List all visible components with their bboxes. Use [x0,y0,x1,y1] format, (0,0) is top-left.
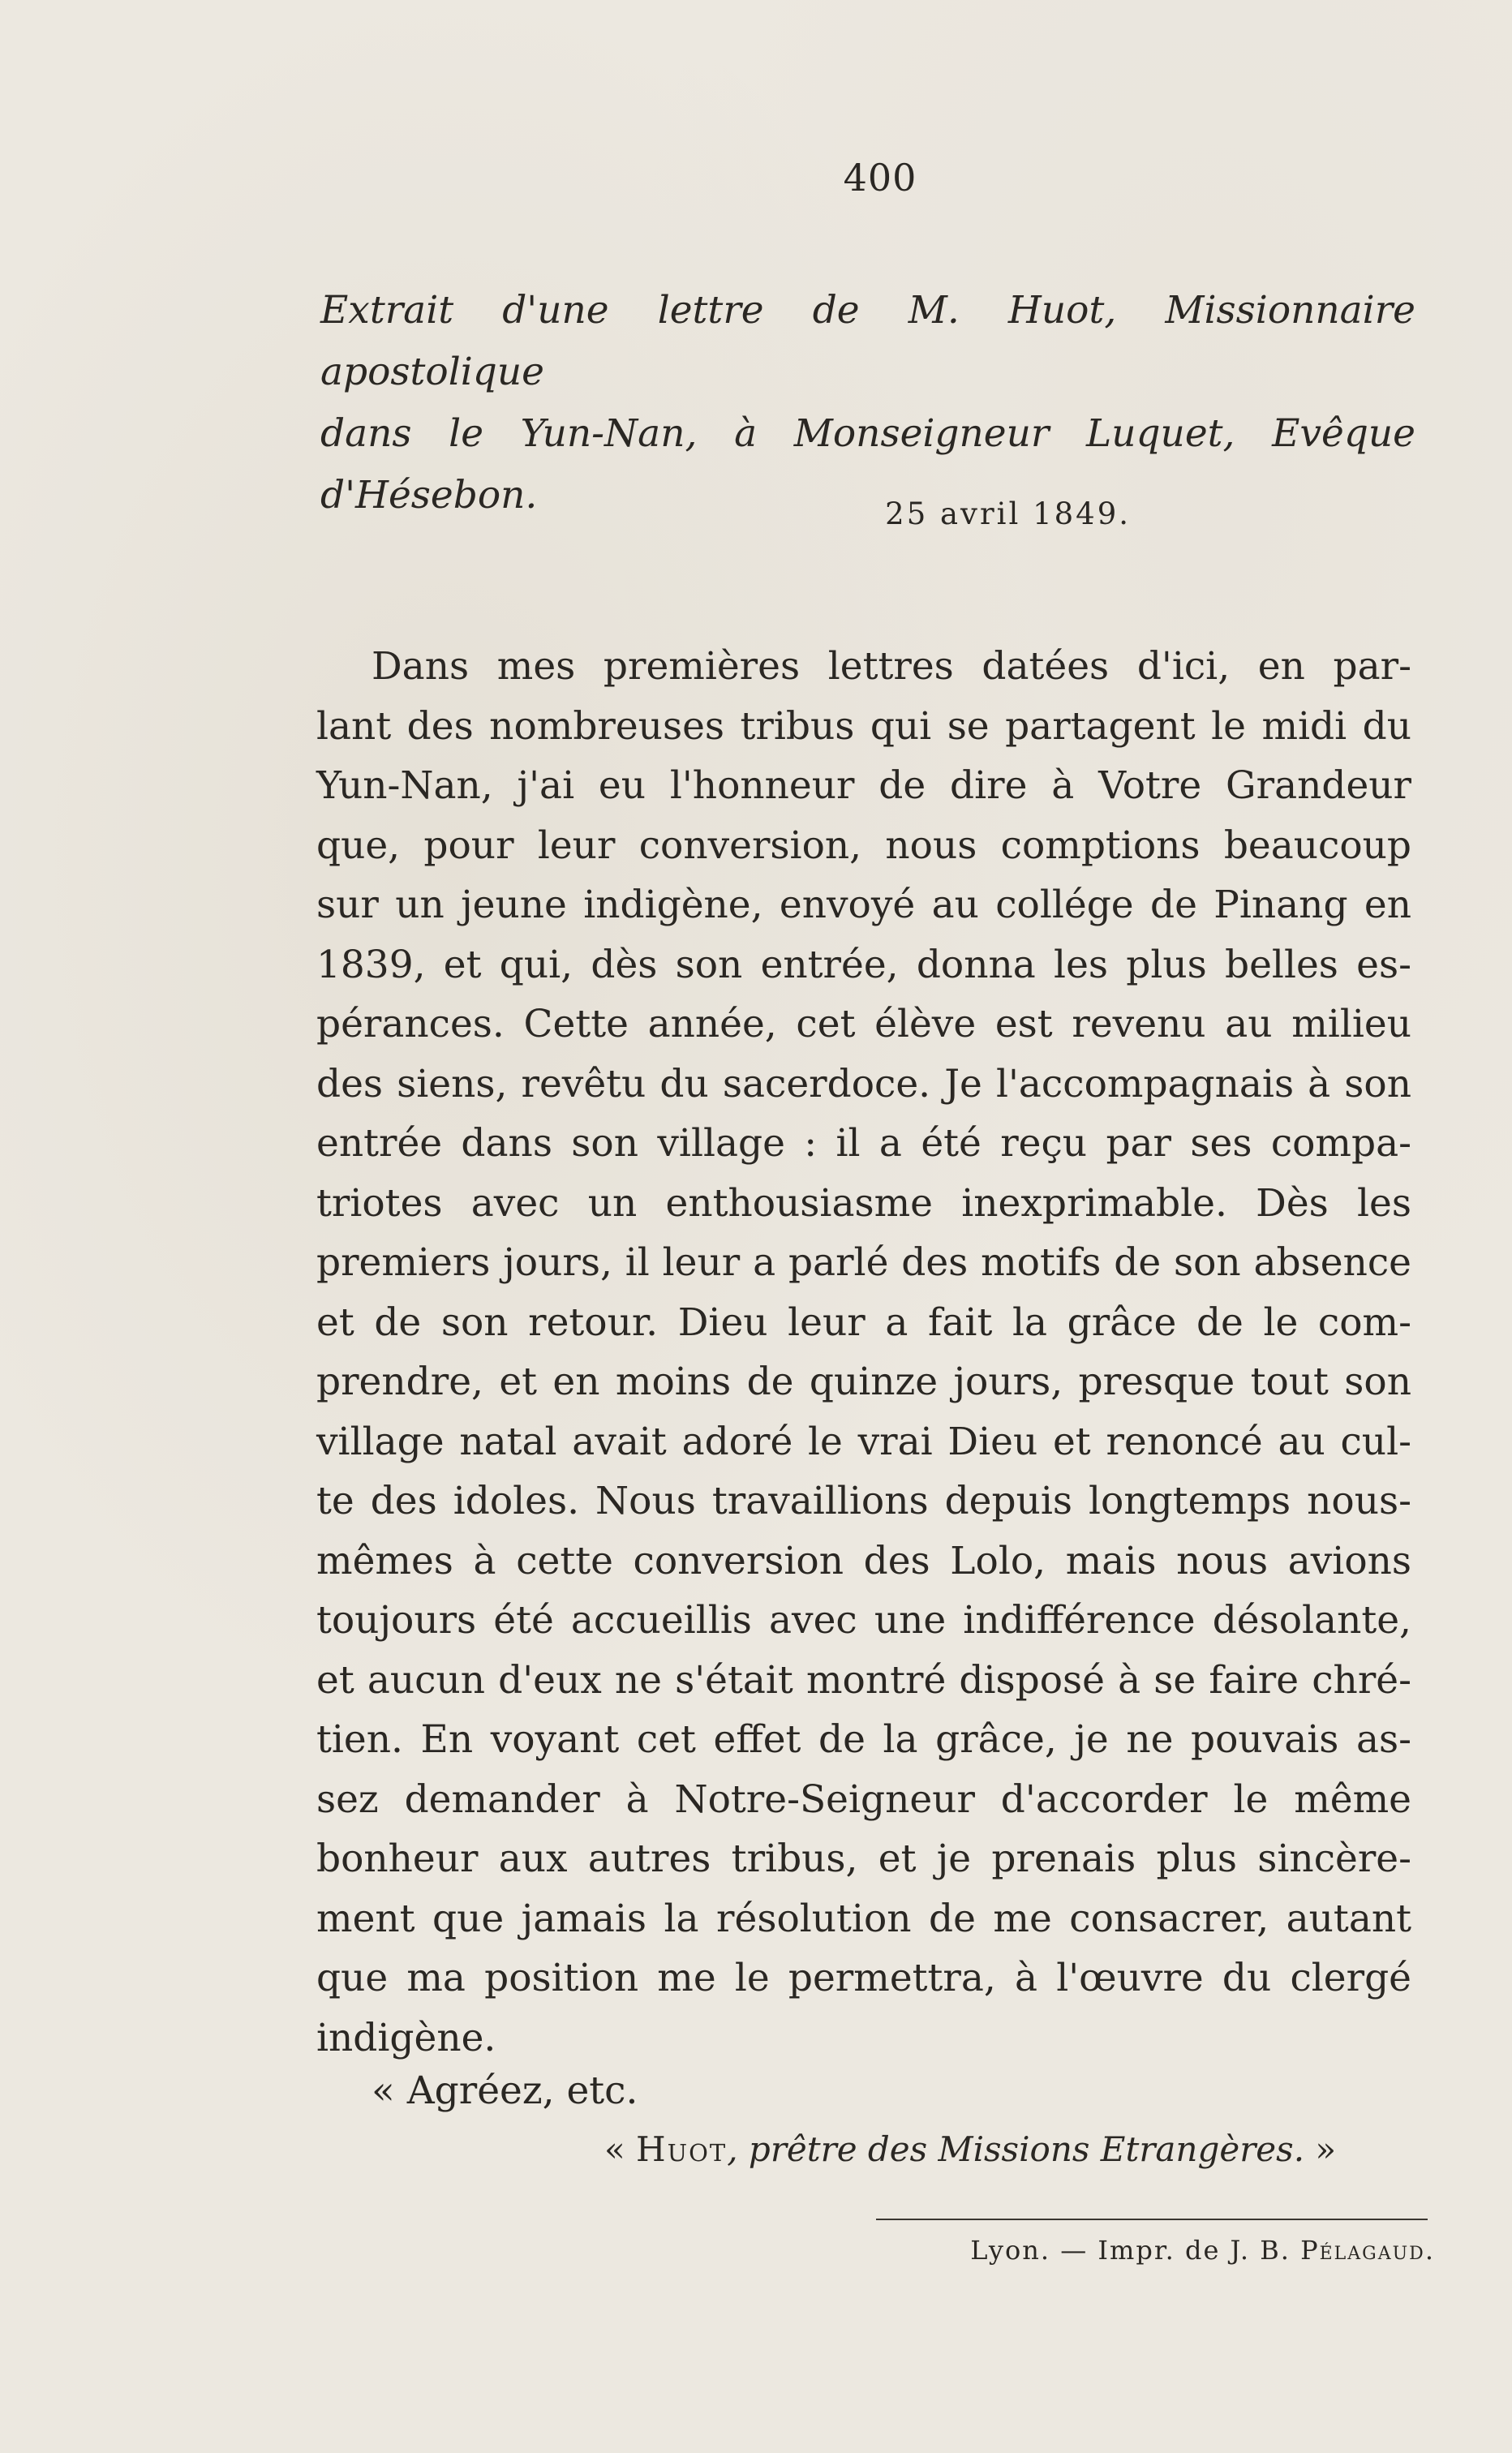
body-line: Yun-Nan, j'ai eu l'honneur de dire à Votre Grandeur [316,763,1411,808]
body-line: des siens, revêtu du sacerdoce. Je l'accompagnais à son [316,1061,1411,1106]
body-line: lant des nombreuses tribus qui se partagent le midi du [316,703,1411,749]
signature-close-quote: » [1304,2129,1337,2169]
body-line: premiers jours, il leur a parlé des motifs de son absence [316,1240,1411,1285]
letter-heading [320,280,1415,526]
body-line: tien. En voyant cet effet de la grâce, je ne pouvais as- [316,1717,1411,1762]
heading-line-3: d'Hésebon. [320,473,538,518]
body-line: village natal avait adoré le vrai Dieu et renoncé au cul- [316,1419,1411,1464]
page-number: 400 [843,156,917,200]
body-line: et de son retour. Dieu leur a fait la grâce de le com- [316,1300,1411,1345]
body-line: indigène. [316,2015,496,2060]
heading-line-2: dans le Yun-Nan, à Monseigneur Luquet, Evêque [320,411,1415,456]
body-line: Dans mes premières lettres datées d'ici, en par- [372,644,1411,689]
signature-open-quote: « [604,2129,637,2169]
body-line: pérances. Cette année, cet élève est revenu au milieu [316,1002,1411,1046]
body-line: bonheur aux autres tribus, et je prenais plus sincère- [316,1837,1411,1881]
body-line: triotes avec un enthousiasme inexprimable. Dès les [316,1180,1411,1226]
imprint-publisher: Pélagaud. [1300,2235,1435,2266]
body-line: ment que jamais la résolution de me consacrer, autant [316,1896,1411,1941]
body-line: et aucun d'eux ne s'était montré disposé à se faire chré- [316,1657,1411,1703]
imprint-divider [876,2219,1428,2220]
body-line: sur un jeune indigène, envoyé au collége de Pinang en [316,883,1411,927]
body-line: te des idoles. Nous travaillions depuis longtemps nous- [316,1479,1411,1523]
body-line: toujours été accueillis avec une indifférence désolante, [316,1598,1411,1643]
body-line: sez demander à Notre-Seigneur d'accorder le même [316,1776,1411,1822]
letter-date: 25 avril 1849. [885,496,1131,531]
printer-imprint [970,2235,1435,2266]
imprint-city: Lyon. — Impr. de J. B. [970,2235,1301,2266]
letter-body [316,637,1411,2068]
heading-line-1: Extrait d'une lettre de M. Huot, Missionnaire apostolique [320,288,1415,394]
body-line: que, pour leur conversion, nous comptions beaucoup [316,823,1411,868]
signature-title: , prêtre des Missions Etrangères. [727,2129,1305,2169]
body-line: entrée dans son village : il a été reçu par ses compa- [316,1121,1411,1166]
body-line: que ma position me le permettra, à l'œuvre du clergé [316,1956,1411,2000]
body-line: mêmes à cette conversion des Lolo, mais nous avions [316,1538,1411,1583]
closing-salutation: « Agréez, etc. [372,2069,638,2113]
body-line: prendre, et en moins de quinze jours, presque tout son [316,1360,1411,1404]
signature-line [604,2129,1336,2169]
body-line: 1839, et qui, dès son entrée, donna les plus belles es- [316,942,1411,987]
signature-name: Huot [636,2129,728,2169]
